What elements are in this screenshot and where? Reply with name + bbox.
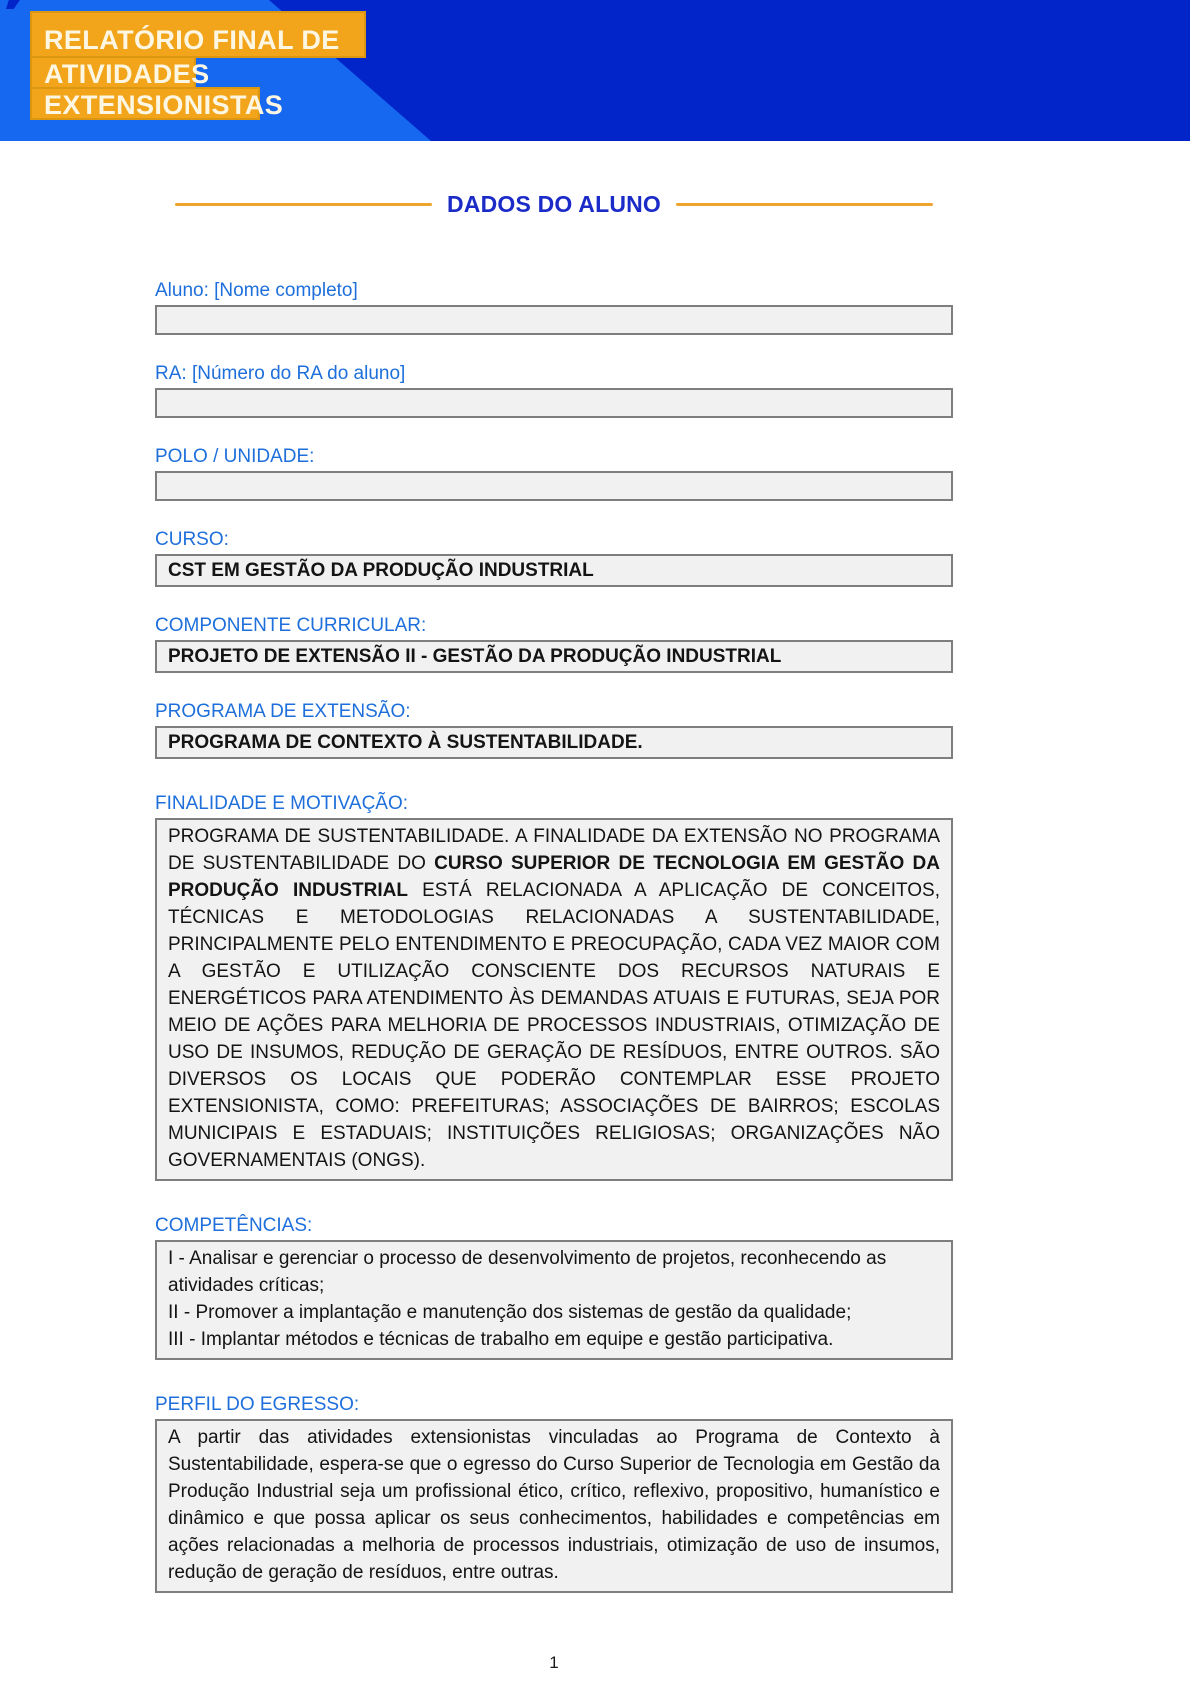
field-value-curso: CST EM GESTÃO DA PRODUÇÃO INDUSTRIAL — [155, 554, 953, 587]
field-label-finalidade: FINALIDADE E MOTIVAÇÃO: — [155, 793, 409, 814]
field-group-competencias — [155, 1215, 953, 1360]
field-group-finalidade — [155, 793, 953, 1181]
field-input-ra[interactable] — [155, 388, 953, 418]
field-label-competencias: COMPETÊNCIAS: — [155, 1215, 313, 1236]
title-rule-right — [676, 203, 933, 206]
banner-corner-shape — [6, 0, 20, 9]
field-group-perfil — [155, 1394, 953, 1593]
field-label-componente: COMPONENTE CURRICULAR: — [155, 615, 427, 636]
page-title: DADOS DO ALUNO — [446, 191, 662, 217]
field-group-polo — [155, 446, 953, 501]
field-group-componente — [155, 615, 953, 673]
section-title-row — [155, 191, 953, 218]
page-number: 1 — [549, 1653, 559, 1672]
field-list-competencias — [155, 1240, 953, 1360]
field-group-programa — [155, 701, 953, 759]
field-text-finalidade: PROGRAMA DE SUSTENTABILIDADE. A FINALIDADE DA EXTENSÃO NO PROGRAMA DE SUSTENTABILIDADE DO CURSO SUPERIOR DE TECNOLOGIA EM GESTÃO DA PRODUÇÃO INDUSTRIAL ESTÁ RELACIONADA A APLICAÇÃO DE CONCEITOS, TÉCNICAS E METODOLOGIAS RELACIONADAS A SUSTENTABILIDADE, PRINCIPALMENTE PELO ENTENDIMENTO E PREOCUPAÇÃO, CADA VEZ MAIOR COM A GESTÃO E UTILIZAÇÃO CONSCIENTE DOS RECURSOS NATURAIS E ENERGÉTICOS PARA ATENDIMENTO ÀS DEMANDAS ATUAIS E FUTURAS, SEJA POR MEIO DE AÇÕES PARA MELHORIA DE PROCESSOS INDUSTRIAIS, OTIMIZAÇÃO DE USO DE INSUMOS, REDUÇÃO DE GERAÇÃO DE RESÍDUOS, ENTRE OUTROS. SÃO DIVERSOS OS LOCAIS QUE PODERÃO CONTEMPLAR ESSE PROJETO EXTENSIONISTA, COMO: PREFEITURAS; ASSOCIAÇÕES DE BAIRROS; ESCOLAS MUNICIPAIS E ESTADUAIS; INSTITUIÇÕES RELIGIOSAS; ORGANIZAÇÕES NÃO GOVERNAMENTAIS (ONGS). — [155, 818, 953, 1181]
title-rule-left — [175, 203, 432, 206]
banner-title-line-2: ATIVIDADES — [30, 56, 196, 89]
field-input-aluno[interactable] — [155, 305, 953, 335]
field-label-aluno: Aluno: [Nome completo] — [155, 280, 358, 301]
field-value-programa: PROGRAMA DE CONTEXTO À SUSTENTABILIDADE. — [155, 726, 953, 759]
banner-title-block — [30, 11, 366, 120]
field-label-perfil: PERFIL DO EGRESSO: — [155, 1394, 360, 1415]
document-page — [155, 191, 953, 1673]
field-input-polo[interactable] — [155, 471, 953, 501]
list-item: I - Analisar e gerenciar o processo de desenvolvimento de projetos, reconhecendo as atividades críticas; — [168, 1248, 887, 1296]
field-value-componente: PROJETO DE EXTENSÃO II - GESTÃO DA PRODUÇÃO INDUSTRIAL — [155, 640, 953, 673]
header-banner — [0, 0, 1190, 141]
field-label-polo: POLO / UNIDADE: — [155, 446, 315, 467]
field-label-ra: RA: [Número do RA do aluno] — [155, 363, 406, 384]
field-label-programa: PROGRAMA DE EXTENSÃO: — [155, 701, 411, 722]
list-item: III - Implantar métodos e técnicas de trabalho em equipe e gestão participativa. — [168, 1329, 834, 1350]
list-item: II - Promover a implantação e manutenção dos sistemas de gestão da qualidade; — [168, 1302, 852, 1323]
field-text-perfil: A partir das atividades extensionistas vinculadas ao Programa de Contexto à Sustentabilidade, espera-se que o egresso do Curso Superior de Tecnologia em Gestão da Produção Industrial seja um profissional ético, crítico, reflexivo, propositivo, humanístico e dinâmico e que possa aplicar os seus conhecimentos, habilidades e competências em ações relacionadas a melhoria de processos industriais, otimização de uso de insumos, redução de geração de resíduos, entre outras. — [155, 1419, 953, 1593]
banner-title-line-3: EXTENSIONISTAS — [30, 87, 260, 120]
field-label-curso: CURSO: — [155, 529, 229, 550]
banner-title-line-1: RELATÓRIO FINAL DE — [30, 11, 366, 58]
field-group-curso — [155, 529, 953, 587]
field-group-ra — [155, 363, 953, 418]
field-group-aluno — [155, 280, 953, 335]
